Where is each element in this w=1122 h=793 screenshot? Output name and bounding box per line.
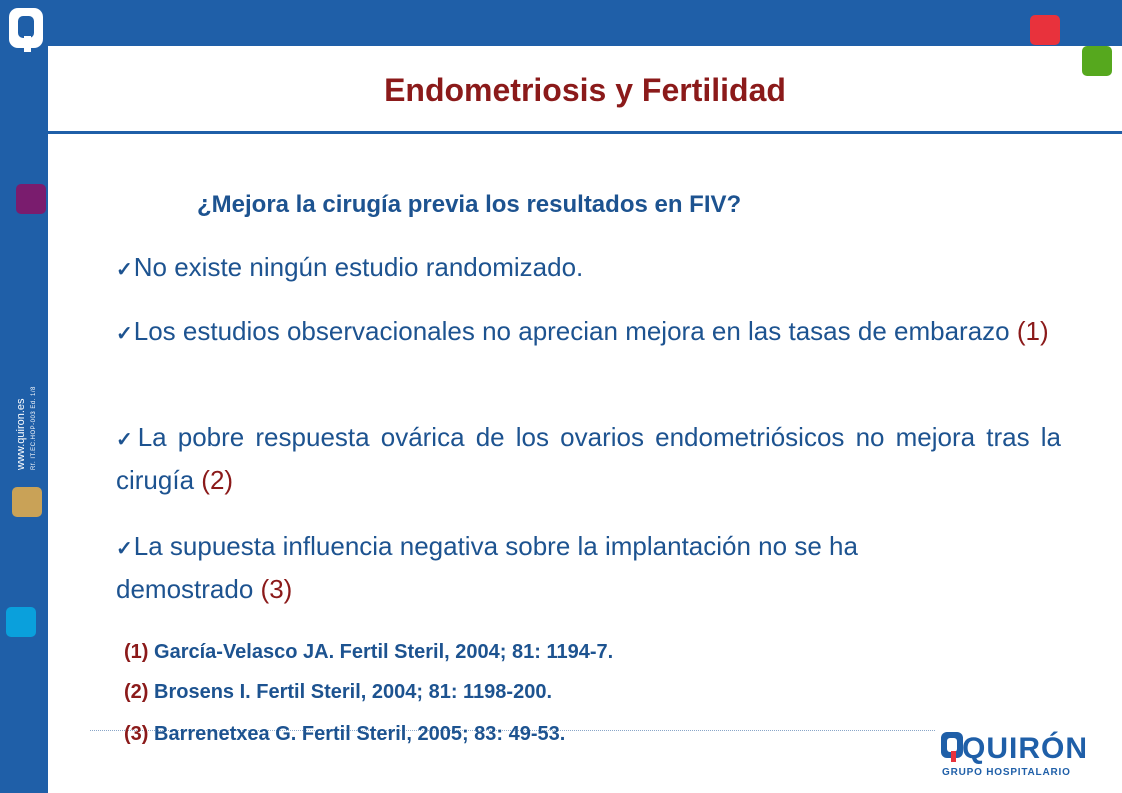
bullet-text: La pobre respuesta ovárica de los ovarios endometriósicos no mejora tras la cirugía xyxy=(116,422,1061,495)
bullet-item xyxy=(116,417,1061,500)
reference-number: (2) xyxy=(124,681,149,703)
reference-text: Brosens I. Fertil Steril, 2004; 81: 1198-200. xyxy=(154,681,553,703)
top-frame-bar xyxy=(0,0,1122,46)
checkmark-icon: ✓ xyxy=(116,538,133,560)
brand-name: QUIRÓN xyxy=(962,732,1088,765)
bullet-reference: (3) xyxy=(260,574,293,604)
reference-text: García-Velasco JA. Fertil Steril, 2004; 81: 1194-7. xyxy=(154,641,614,663)
website-vertical-text xyxy=(15,386,40,470)
question-heading: ¿Mejora la cirugía previa los resultados en FIV? xyxy=(197,191,742,218)
website-url: www.quiron.es xyxy=(15,398,27,470)
document-code: Rf. IT.EC.HOP-003 Ed. 1/8 xyxy=(31,386,37,470)
quiron-brand-logo xyxy=(940,727,1088,781)
quiron-q-logo-icon xyxy=(7,6,47,56)
bullet-item xyxy=(116,526,956,609)
bullet-reference: (1) xyxy=(1016,316,1049,346)
bullet-item xyxy=(116,311,1061,354)
reference-number: (1) xyxy=(124,641,149,663)
checkmark-icon: ✓ xyxy=(116,259,133,281)
red-square-decoration xyxy=(1030,15,1060,45)
reference-item xyxy=(124,722,565,746)
brand-subtitle: GRUPO HOSPITALARIO xyxy=(942,767,1071,778)
bullet-text: No existe ningún estudio randomizado. xyxy=(133,252,584,282)
bullet-text: Los estudios observacionales no aprecian mejora en las tasas de embarazo xyxy=(133,316,1010,346)
purple-square-decoration xyxy=(16,184,46,214)
bullet-item xyxy=(116,247,1061,290)
reference-item xyxy=(124,640,613,664)
reference-number: (3) xyxy=(124,723,149,745)
cyan-square-decoration xyxy=(6,607,36,637)
tan-square-decoration xyxy=(12,487,42,517)
checkmark-icon: ✓ xyxy=(116,323,133,345)
bullet-text: La supuesta influencia negativa sobre la implantación no se ha demostrado xyxy=(116,531,858,604)
reference-text: Barrenetxea G. Fertil Steril, 2005; 83: 49-53. xyxy=(154,723,566,745)
bullet-reference: (2) xyxy=(201,465,234,495)
header-divider xyxy=(48,131,1122,134)
checkmark-icon: ✓ xyxy=(116,429,137,451)
slide-title: Endometriosis y Fertilidad xyxy=(384,72,786,108)
reference-item xyxy=(124,680,552,704)
